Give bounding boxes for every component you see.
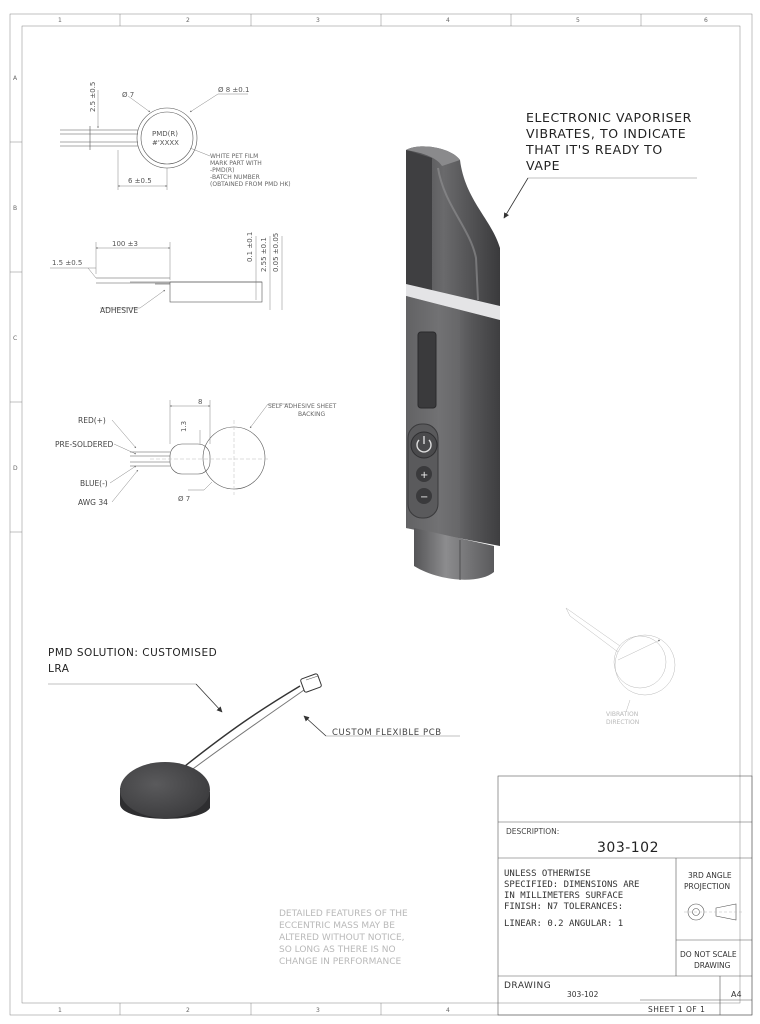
column-label: 1 xyxy=(58,17,62,24)
backing-label: SELF ADHESIVE SHEET xyxy=(268,403,337,410)
lead-label: PRE-SOLDERED xyxy=(55,440,114,449)
side-view xyxy=(50,232,282,315)
top-view xyxy=(60,82,291,190)
disclaimer-line: DETAILED FEATURES OF THE xyxy=(279,909,408,919)
tolerance-note: UNLESS OTHERWISE xyxy=(504,869,591,879)
linear-tolerance: LINEAR: 0.2 ANGULAR: 1 xyxy=(504,919,624,929)
dim-side-length: 100 ±3 xyxy=(112,240,138,248)
lead-label: AWG 34 xyxy=(78,498,108,507)
column-label: 6 xyxy=(704,17,708,24)
column-label: 4 xyxy=(446,1007,450,1014)
tolerance-note: SPECIFIED: DIMENSIONS ARE xyxy=(504,880,640,890)
adhesive-label: ADHESIVE xyxy=(100,306,139,315)
part-marking: PMD(R) xyxy=(152,130,178,138)
disclaimer-line: ALTERED WITHOUT NOTICE, xyxy=(279,933,405,943)
column-label: 2 xyxy=(186,17,190,24)
marking-note: (OBTAINED FROM PMD HK) xyxy=(210,181,291,188)
callout-text: VIBRATES, TO INDICATE xyxy=(526,126,687,141)
vibration-label: DIRECTION xyxy=(606,719,640,726)
bottom-view xyxy=(55,398,337,507)
pcb-callout: CUSTOM FLEXIBLE PCB xyxy=(332,728,442,738)
column-label: 4 xyxy=(446,17,450,24)
column-label: 2 xyxy=(186,1007,190,1014)
row-label: B xyxy=(13,205,18,212)
plus-button-symbol: + xyxy=(420,470,429,481)
projection-label: PROJECTION xyxy=(684,882,731,891)
part-marking: #'XXXX xyxy=(152,139,179,147)
sheet-number: SHEET 1 OF 1 xyxy=(648,1005,706,1014)
dim-outer-diameter: Ø 8 ±0.1 xyxy=(218,86,250,94)
vibration-label: VIBRATION xyxy=(606,711,639,718)
row-labels xyxy=(13,75,18,472)
lra-callout: PMD SOLUTION: CUSTOMISED xyxy=(48,647,218,659)
dim-bottom-width: 8 xyxy=(198,398,203,406)
dim-lead-length: 6 ±0.5 xyxy=(128,177,152,185)
marking-note: -BATCH NUMBER xyxy=(210,174,260,181)
no-scale-label: DRAWING xyxy=(694,961,731,970)
dim-bottom-offset: 1.3 xyxy=(180,420,188,432)
callout-text: THAT IT'S READY TO xyxy=(526,142,663,157)
dim-bottom-diameter: Ø 7 xyxy=(178,495,191,503)
dim-side-height: 2.55 ±0.1 xyxy=(260,237,268,272)
disclaimer-line: SO LONG AS THERE IS NO xyxy=(279,945,396,955)
column-labels-bottom xyxy=(58,1007,450,1014)
projection-label: 3RD ANGLE xyxy=(688,871,732,880)
dim-lead-width: 2.5 ±0.5 xyxy=(89,81,97,112)
drawing-label: DRAWING xyxy=(504,981,552,991)
minus-button-symbol: − xyxy=(420,492,429,503)
row-label: C xyxy=(13,335,18,342)
lra-render xyxy=(48,647,460,819)
vaporiser-device xyxy=(406,146,500,580)
vaporiser-callout xyxy=(504,110,697,218)
callout-text: VAPE xyxy=(526,158,561,173)
dim-side-adhesive: 0.05 ±0.05 xyxy=(272,232,280,272)
callout-text: ELECTRONIC VAPORISER xyxy=(526,110,692,125)
description-label: DESCRIPTION: xyxy=(506,827,560,836)
dim-side-lead: 1.5 ±0.5 xyxy=(52,259,83,267)
tolerance-note: FINISH: N7 TOLERANCES: xyxy=(504,902,624,912)
disclaimer-line: ECCENTRIC MASS MAY BE xyxy=(279,921,395,931)
column-label: 1 xyxy=(58,1007,62,1014)
marking-note: -PMD(R) xyxy=(210,167,235,174)
dim-side-pcb: 0.1 ±0.1 xyxy=(246,231,254,262)
sheet-size: A4 xyxy=(731,990,742,999)
disclaimer-note xyxy=(279,909,408,967)
title-block xyxy=(498,776,752,1015)
lead-label: RED(+) xyxy=(78,416,106,425)
vibration-sketch xyxy=(566,608,675,726)
drawing-number: 303-102 xyxy=(567,990,599,999)
row-label: A xyxy=(13,75,18,82)
disclaimer-line: CHANGE IN PERFORMANCE xyxy=(279,957,402,967)
column-label: 3 xyxy=(316,1007,320,1014)
no-scale-label: DO NOT SCALE xyxy=(680,950,737,959)
marking-note: MARK PART WITH xyxy=(210,160,262,167)
row-label: D xyxy=(13,465,18,472)
projection-symbol-icon xyxy=(684,904,744,920)
lra-callout: LRA xyxy=(48,663,70,675)
column-labels-top xyxy=(58,17,708,24)
sheet-border xyxy=(10,14,752,1015)
tolerance-note: IN MILLIMETERS SURFACE xyxy=(504,891,624,901)
lead-label: BLUE(-) xyxy=(80,479,108,488)
backing-label: BACKING xyxy=(298,411,326,418)
marking-note: WHITE PET FILM xyxy=(210,153,259,160)
column-label: 3 xyxy=(316,17,320,24)
column-label: 5 xyxy=(576,17,580,24)
description-value: 303-102 xyxy=(597,840,659,856)
dim-inner-diameter: Ø 7 xyxy=(122,91,135,99)
